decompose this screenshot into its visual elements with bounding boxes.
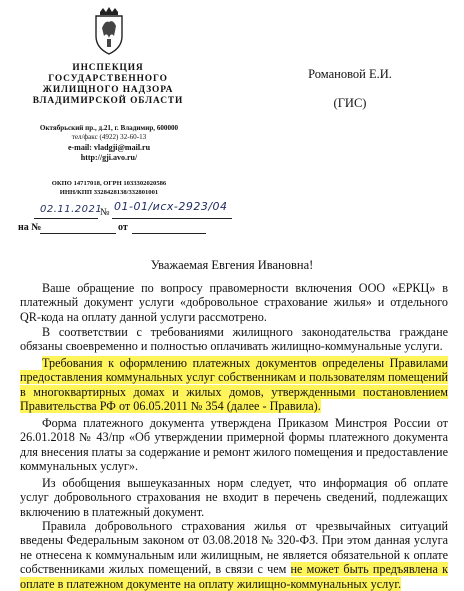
inspection-title-line-4: ВЛАДИМИРСКОЙ ОБЛАСТИ [32, 96, 184, 106]
website: http://gji.avo.ru/ [80, 153, 138, 162]
outgoing-date: 02.11.2021 [40, 204, 103, 215]
outgoing-number: 01-01/исх-2923/04 [114, 200, 228, 213]
date-underline [34, 218, 98, 219]
reply-from-label: от [118, 222, 128, 233]
reply-number-underline [40, 233, 116, 234]
okpo-ogrn: ОКПО 14717018, ОГРН 1033302020586 [51, 180, 167, 187]
recipient-org: (ГИС) [333, 96, 367, 110]
paragraph-6-text: Правила добровольного страхования жилья от чрезвычайных ситуаций введены Федеральным законом от 03.08.2018 № 320-ФЗ. При этом данная услуга не отнесена к коммунальным или жилищным, не является обязательной к оплате собственниками жилых помещений, в связи с чем [20, 519, 448, 577]
paragraph-2: В соответствии с требованиями жилищного законодательства граждане обязаны своевременно и полностью оплачивать жилищно-коммунальные услуги. [20, 325, 448, 354]
salutation: Уважаемая Евгения Ивановна! [150, 258, 314, 272]
inspection-title-line-3: ЖИЛИЩНОГО НАДЗОРА [42, 85, 174, 95]
phone: тел/факс (4922) 32-60-13 [71, 133, 147, 141]
paragraph-3 [20, 356, 448, 414]
inspection-title-line-2: ГОСУДАРСТВЕННОГО [48, 74, 168, 84]
paragraph-4: Форма платежного документа утверждена Приказом Минстроя России от 26.01.2018 № 43/пр «Об утверждении примерной формы платежного документа для внесения платы за содержание и ремонт жилого помещения и предоставление коммунальных услуг». [20, 416, 448, 474]
reply-to-label: на № [18, 222, 42, 233]
recipient-name: Романовой Е.И. [308, 67, 392, 81]
paragraph-6 [20, 519, 448, 591]
paragraph-1: Ваше обращение по вопросу правомерности включения ООО «ЕРКЦ» в платежный документ услуги «добровольное страхование жилья» и отдельного QR-кода на оплату данной услуги рассмотрено. [20, 281, 448, 324]
paragraph-3-highlight: Требования к оформлению платежных документов определены Правилами предоставления коммунальных услуг собственникам и пользователям помещений в многоквартирных домах и жилых домов, утвержденными постановлением Правительства РФ от 06.05.2011 № 354 (далее - Правила). [20, 356, 448, 414]
paragraph-5: Из обобщения вышеуказанных норм следует, что информация об оплате услуг добровольного страхования не входит в перечень сведений, подлежащих включению в платежный документ. [20, 476, 448, 519]
email: e-mail: vladgji@mail.ru [67, 143, 151, 152]
inspection-title-line-1: ИНСПЕКЦИЯ [72, 63, 144, 73]
coat-of-arms-icon [92, 6, 126, 56]
number-sign: № [100, 207, 110, 218]
inn-kpp: ИНН/КПП 3328428138/332801001 [59, 189, 159, 196]
number-underline [112, 218, 232, 219]
reply-date-underline [132, 233, 206, 234]
paragraph-6-highlight: не может быть предъявлена к оплате в платежном документе на оплату жилищно-коммунальных услуг. [20, 562, 448, 591]
address: Октябрьский пр., д.21, г. Владимир, 600000 [39, 124, 179, 132]
